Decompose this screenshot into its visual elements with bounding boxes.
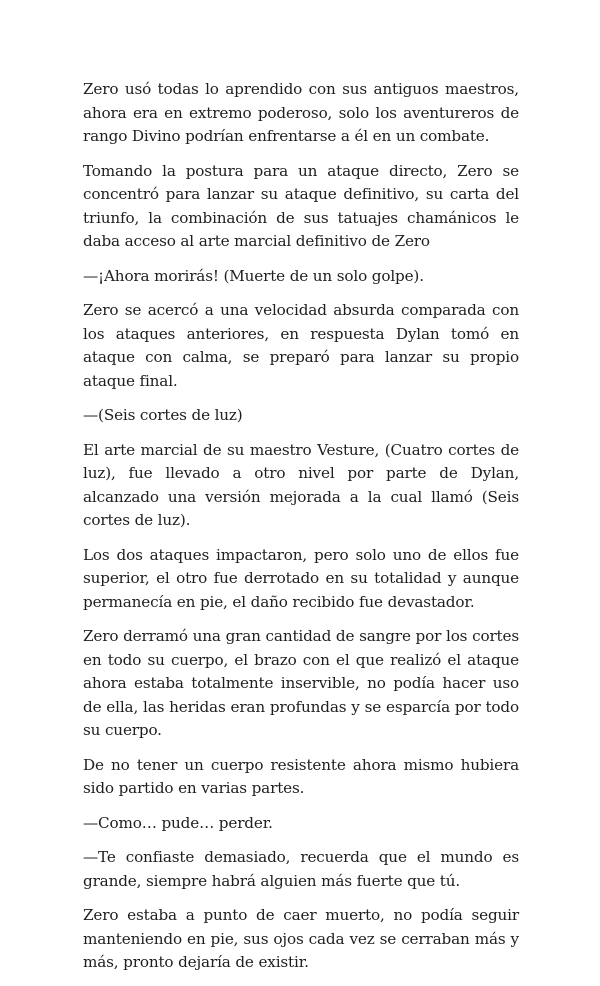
dialogue-line: —Como… pude… perder. xyxy=(83,813,273,832)
paragraph: Tomando la postura para un ataque directo, Zero se concentró para lanzar su ataque definitivo, su carta del triunfo, la combinación de sus tatuajes chamánicos le daba acceso al arte marcial definitivo de Zero xyxy=(83,161,519,250)
page-body xyxy=(83,78,519,986)
paragraph: Zero estaba a punto de caer muerto, no podía seguir manteniendo en pie, sus ojos cada vez se cerraban más y más, pronto dejaría de existir. xyxy=(83,906,519,971)
paragraph: De no tener un cuerpo resistente ahora mismo hubiera sido partido en varias partes. xyxy=(83,755,519,797)
dialogue-line: —¡Ahora morirás! (Muerte de un solo golpe). xyxy=(83,266,424,285)
paragraph: El arte marcial de su maestro Vesture, (Cuatro cortes de luz), fue llevado a otro nivel por parte de Dylan, alcanzado una versión mejorada a la cual llamó (Seis cortes de luz). xyxy=(83,440,519,529)
paragraph: Los dos ataques impactaron, pero solo uno de ellos fue superior, el otro fue derrotado en su totalidad y aunque permanecía en pie, el daño recibido fue devastador. xyxy=(83,545,519,611)
paragraph: Zero usó todas lo aprendido con sus antiguos maestros, ahora era en extremo poderoso, solo los aventureros de rango Divino podrían enfrentarse a él en un combate. xyxy=(83,80,519,145)
paragraph: Zero derramó una gran cantidad de sangre por los cortes en todo su cuerpo, el brazo con el que realizó el ataque ahora estaba totalmente inservible, no podía hacer uso de ella, las heridas eran profundas y se esparcía por todo su cuerpo. xyxy=(83,627,519,739)
paragraph: Zero se acercó a una velocidad absurda comparada con los ataques anteriores, en respuesta Dylan tomó en ataque con calma, se preparó para lanzar su propio ataque final. xyxy=(83,301,519,390)
dialogue-line: —Te confiaste demasiado, recuerda que el mundo es grande, siempre habrá alguien más fuerte que tú. xyxy=(83,848,519,890)
dialogue-line: —(Seis cortes de luz) xyxy=(83,406,243,424)
